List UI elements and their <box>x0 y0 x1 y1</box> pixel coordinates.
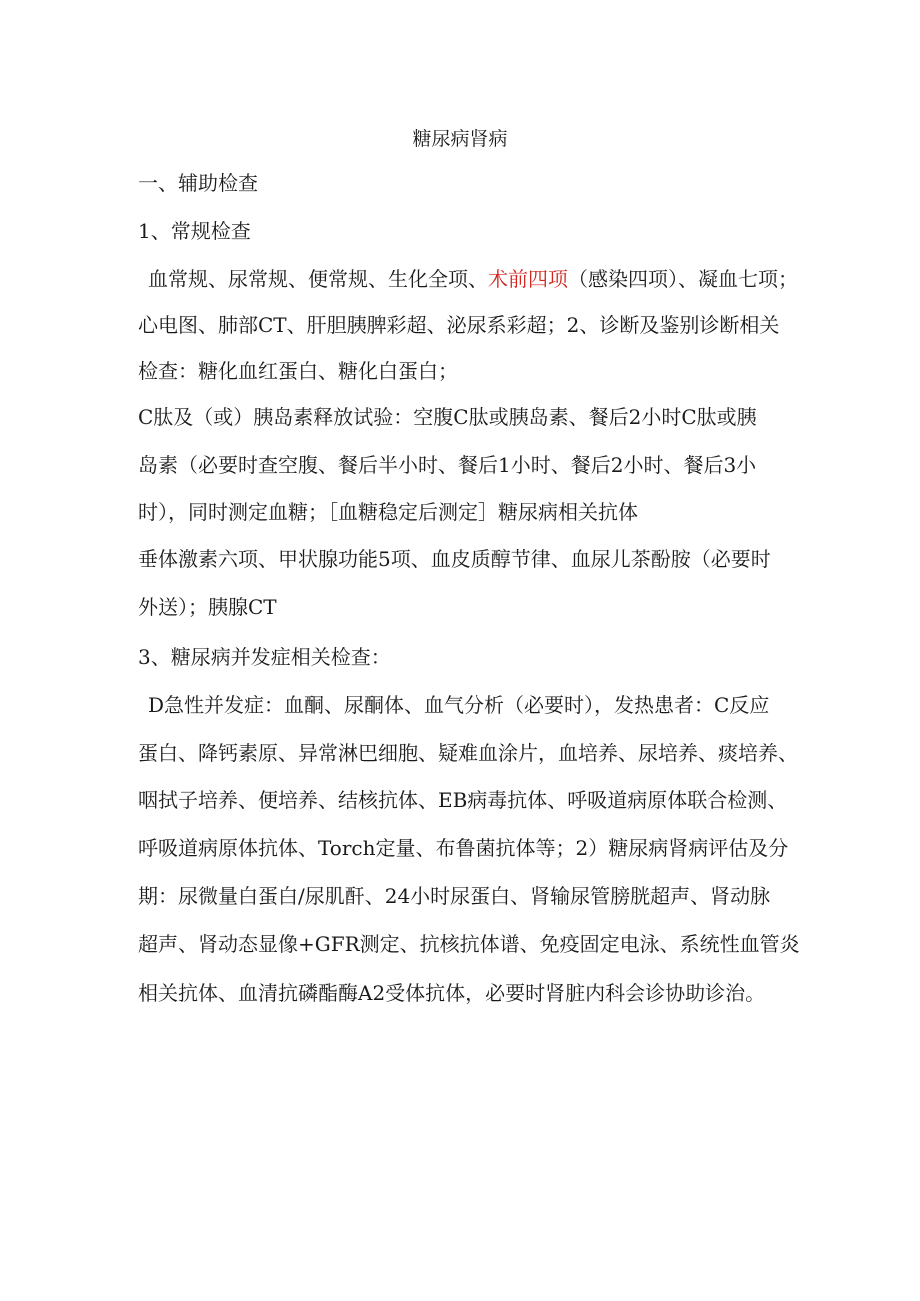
paragraph-line: 垂体激素六项、甲状腺功能5项、血皮质醇节律、血尿儿茶酚胺（必要时 <box>138 547 771 571</box>
paragraph-line: 超声、肾动态显像+GFR测定、抗核抗体谱、免疫固定电泳、系统性血管炎 <box>138 932 800 956</box>
paragraph-line: D急性并发症：血酮、尿酮体、血气分析（必要时），发热患者：C反应 <box>148 693 770 717</box>
paragraph-line: 检查：糖化血红蛋白、糖化白蛋白； <box>138 359 458 383</box>
paragraph-line: C肽及（或）胰岛素释放试验：空腹C肽或胰岛素、餐后2小时C肽或胰 <box>138 405 757 429</box>
subsection-heading-routine-exams: 1、常规检查 <box>138 219 251 243</box>
routine-exams-text-after: （感染四项）、凝血七项； <box>568 267 798 291</box>
paragraph-line: 心电图、肺部CT、肝胆胰脾彩超、泌尿系彩超；2、诊断及鉴别诊断相关 <box>138 313 780 337</box>
paragraph-line: 相关抗体、血清抗磷酯酶A2受体抗体，必要时肾脏内科会诊协助诊治。 <box>138 981 766 1005</box>
paragraph-line: 蛋白、降钙素原、异常淋巴细胞、疑难血涂片，血培养、尿培养、痰培养、 <box>138 741 798 765</box>
preoperative-four-items-highlight: 术前四项 <box>488 267 568 291</box>
paragraph-line: 咽拭子培养、便培养、结核抗体、EB病毒抗体、呼吸道病原体联合检测、 <box>138 788 788 812</box>
paragraph-line: 时），同时测定血糖；［血糖稳定后测定］糖尿病相关抗体 <box>138 500 638 524</box>
subsection-heading-complications: 3、糖尿病并发症相关检查： <box>138 645 391 669</box>
paragraph-line: 期：尿微量白蛋白/尿肌酐、24小时尿蛋白、肾输尿管膀胱超声、肾动脉 <box>138 884 771 908</box>
routine-exams-line <box>148 264 798 294</box>
document-title: 糖尿病肾病 <box>412 128 508 150</box>
paragraph-line: 外送）；胰腺CT <box>138 595 277 619</box>
section-heading-auxiliary-exams: 一、辅助检查 <box>138 171 258 195</box>
paragraph-line: 呼吸道病原体抗体、Torch定量、布鲁菌抗体等；2）糖尿病肾病评估及分 <box>138 836 789 860</box>
routine-exams-text-before: 血常规、尿常规、便常规、生化全项、 <box>148 267 488 291</box>
paragraph-line: 岛素（必要时查空腹、餐后半小时、餐后1小时、餐后2小时、餐后3小 <box>138 453 757 477</box>
